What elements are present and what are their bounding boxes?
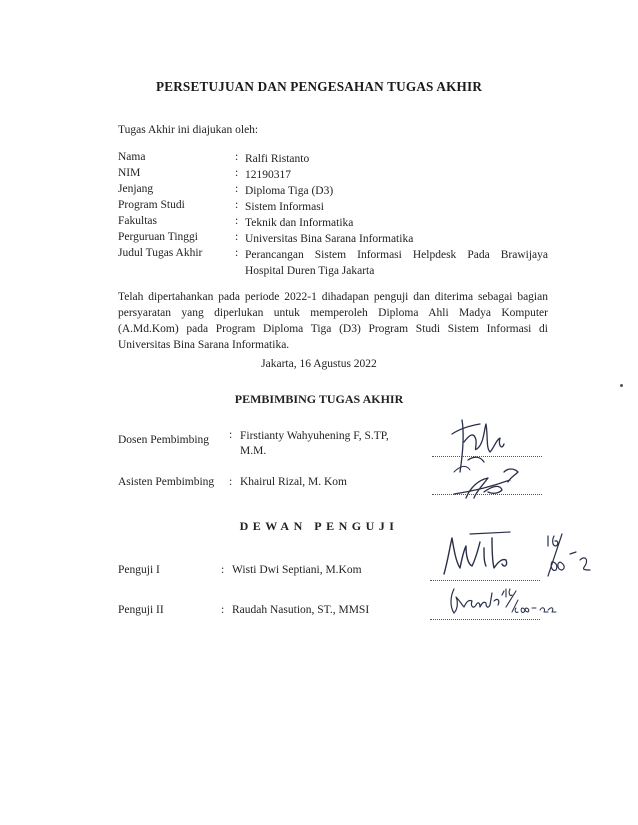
- examiner2-date-text: [560, 610, 561, 611]
- identity-colon: :: [235, 247, 239, 259]
- identity-colon: :: [235, 183, 239, 195]
- examiner1-date-text: [600, 569, 601, 570]
- identity-label: Jenjang: [118, 183, 154, 195]
- examiner1-handwritten-date: [542, 532, 602, 580]
- identity-value: Teknik dan Informatika: [245, 217, 354, 229]
- identity-label: Nama: [118, 151, 146, 163]
- identity-label: Fakultas: [118, 215, 157, 227]
- lecturer-name: [240, 429, 389, 459]
- identity-label: NIM: [118, 167, 141, 179]
- examiner1-label: Penguji I: [118, 564, 160, 576]
- lecturer-name-line1: Firstianty Wahyuhening F, S.TP,: [240, 430, 389, 442]
- identity-row-jenjang: [118, 183, 548, 200]
- page-title: PERSETUJUAN DAN PENGESAHAN TUGAS AKHIR: [155, 79, 483, 94]
- identity-value: Diploma Tiga (D3): [245, 185, 334, 197]
- identity-row-fakultas: [118, 215, 548, 232]
- examiner1-name: Wisti Dwi Septiani, M.Kom: [232, 564, 362, 576]
- identity-row-judul: [118, 247, 548, 281]
- signature-line: [430, 619, 540, 620]
- identity-label: Program Studi: [118, 199, 185, 211]
- examiner2-label: Penguji II: [118, 604, 164, 616]
- examiner1-signature: [440, 528, 540, 578]
- identity-row-nim: [118, 167, 548, 184]
- assistant-signature: [448, 458, 538, 503]
- identity-value: Perancangan Sistem Informasi Helpdesk Pada Brawijaya Hospital Duren Tiga Jakarta: [245, 249, 548, 277]
- lecturer-label: Dosen Pembimbing: [118, 434, 210, 446]
- lecturer-name-line2: M.M.: [240, 445, 267, 457]
- identity-row-nama: [118, 151, 548, 168]
- statement-paragraph: Telah dipertahankan pada periode 2022-1 dihadapan penguji dan diterima sebagai bagian persyaratan yang diperlukan untuk memperoleh Diploma Ahli Madya Komputer (A.Md.Kom) pada Program Diploma Tiga (D3) Program Studi Sistem Informasi di Universitas Bina Sarana Informatika.: [118, 291, 548, 351]
- identity-colon: :: [235, 199, 239, 211]
- identity-colon: :: [235, 215, 239, 227]
- identity-row-program-studi: [118, 199, 548, 216]
- identity-colon: :: [235, 231, 239, 243]
- identity-row-perguruan-tinggi: [118, 231, 548, 248]
- identity-label: Judul Tugas Akhir: [118, 247, 203, 259]
- lecturer-colon: :: [229, 429, 233, 441]
- place-date: Jakarta, 16 Agustus 2022: [261, 358, 377, 370]
- examiner2-colon: :: [221, 604, 225, 616]
- examiner2-name: Raudah Nasution, ST., MMSI: [232, 604, 370, 616]
- scan-speck: [620, 384, 623, 387]
- assistant-label: Asisten Pembimbing: [118, 476, 215, 488]
- assistant-name: Khairul Rizal, M. Kom: [240, 476, 347, 488]
- examiner2-handwritten-date: [510, 596, 560, 616]
- identity-value: 12190317: [245, 169, 291, 181]
- supervisors-heading: PEMBIMBING TUGAS AKHIR: [234, 392, 404, 406]
- identity-colon: :: [235, 167, 239, 179]
- identity-value: Sistem Informasi: [245, 201, 324, 213]
- identity-colon: :: [235, 151, 239, 163]
- assistant-colon: :: [229, 476, 233, 488]
- examiners-heading: DEWAN PENGUJI: [239, 519, 399, 533]
- intro-text: Tugas Akhir ini diajukan oleh:: [118, 124, 259, 136]
- identity-value: Ralfi Ristanto: [245, 153, 310, 165]
- examiner1-colon: :: [221, 564, 225, 576]
- identity-value: Universitas Bina Sarana Informatika: [245, 233, 414, 245]
- identity-label: Perguruan Tinggi: [118, 231, 198, 243]
- signature-line: [430, 580, 540, 581]
